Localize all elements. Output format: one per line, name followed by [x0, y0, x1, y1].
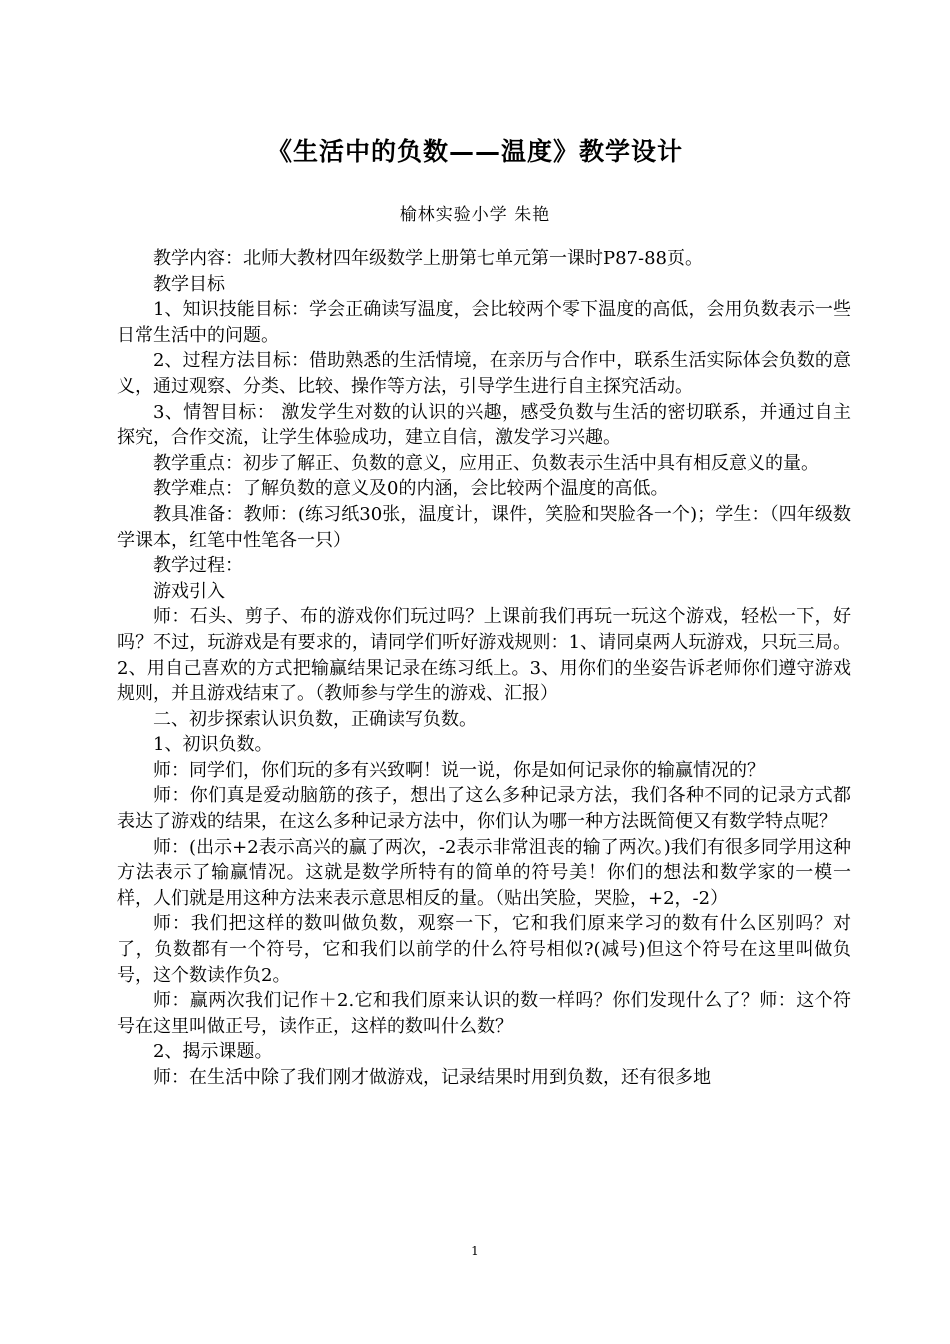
paragraph-teacher-5: 师：我们把这样的数叫做负数，观察一下，它和我们原来学习的数有什么区别吗？对了，负数都有一个符号，它和我们以前学的什么符号相似?(减号)但这个符号在这里叫做负号，这个数读作负2。: [117, 913, 851, 986]
paragraph-step-1: 1、初识负数。: [153, 734, 273, 756]
paragraph-objective-1: 1、知识技能目标：学会正确读写温度，会比较两个零下温度的高低，会用负数表示一些日常生活中的问题。: [117, 299, 851, 346]
paragraph-teacher-4: 师：(出示+2表示高兴的赢了两次，-2表示非常沮丧的输了两次。)我们有很多同学用这种方法表示了输赢情况。这就是数学所特有的简单的符号美！你们的想法和数学家的一模一样，人们就是用这种方法来表示意思相反的量。（贴出笑脸，哭脸，+2，-2）: [117, 836, 851, 909]
document-body: [117, 246, 851, 1091]
paragraph-key-points: 教学重点：初步了解正、负数的意义，应用正、负数表示生活中具有相反意义的量。: [153, 452, 819, 474]
paragraph-objectives-heading: 教学目标: [153, 273, 225, 295]
paragraph-teacher-1: 师：石头、剪子、布的游戏你们玩过吗？上课前我们再玩一玩这个游戏，轻松一下，好吗？不过，玩游戏是有要求的，请同学们听好游戏规则：1、请同桌两人玩游戏，只玩三局。2、用自己喜欢的方式把输赢结果记录在练习纸上。3、用你们的坐姿告诉老师你们遵守游戏规则，并且游戏结束了。（教师参与学生的游戏、汇报）: [117, 606, 851, 705]
paragraph-materials: 教具准备：教师：(练习纸30张，温度计，课件，笑脸和哭脸各一个)；学生：（四年级数学课本，红笔中性笔各一只）: [117, 503, 851, 551]
paragraph-teacher-7: 师：在生活中除了我们刚才做游戏，记录结果时用到负数，还有很多地: [153, 1067, 711, 1088]
document-author: 榆林实验小学 朱艳: [399, 205, 551, 225]
paragraph-teacher-3: 师：你们真是爱动脑筋的孩子，想出了这么多种记录方法，我们各种不同的记录方式都表达了游戏的结果，在这么多种记录方法中，你们认为哪一种方法既简便又有数学特点呢？: [117, 785, 851, 833]
paragraph-difficulties: 教学难点：了解负数的意义及0的内涵，会比较两个温度的高低。: [153, 478, 669, 500]
paragraph-content: 教学内容：北师大教材四年级数学上册第七单元第一课时P87-88页。: [153, 248, 703, 269]
document-title: 《生活中的负数——温度》教学设计: [266, 137, 683, 166]
page-number: 1: [471, 1244, 479, 1258]
paragraph-game-intro: 游戏引入: [153, 580, 225, 602]
paragraph-teacher-2: 师：同学们，你们玩的多有兴致啊！说一说，你是如何记录你的输赢情况的？: [153, 759, 765, 781]
paragraph-process-heading: 教学过程：: [153, 555, 243, 577]
paragraph-objective-2: 2、过程方法目标：借助熟悉的生活情境，在亲历与合作中，联系生活实际体会负数的意义，通过观察、分类、比较、操作等方法，引导学生进行自主探究活动。: [117, 350, 851, 397]
paragraph-section-2: 二、初步探索认识负数，正确读写负数。: [153, 708, 477, 730]
paragraph-step-2: 2、揭示课题。: [153, 1041, 273, 1063]
paragraph-teacher-6: 师：赢两次我们记作＋2.它和我们原来认识的数一样吗？你们发现什么了？师：这个符号在这里叫做正号，读作正，这样的数叫什么数？: [117, 990, 851, 1037]
paragraph-objective-3: 3、情智目标： 激发学生对数的认识的兴趣，感受负数与生活的密切联系，并通过自主探究，合作交流，让学生体验成功，建立自信，激发学习兴趣。: [117, 401, 851, 449]
